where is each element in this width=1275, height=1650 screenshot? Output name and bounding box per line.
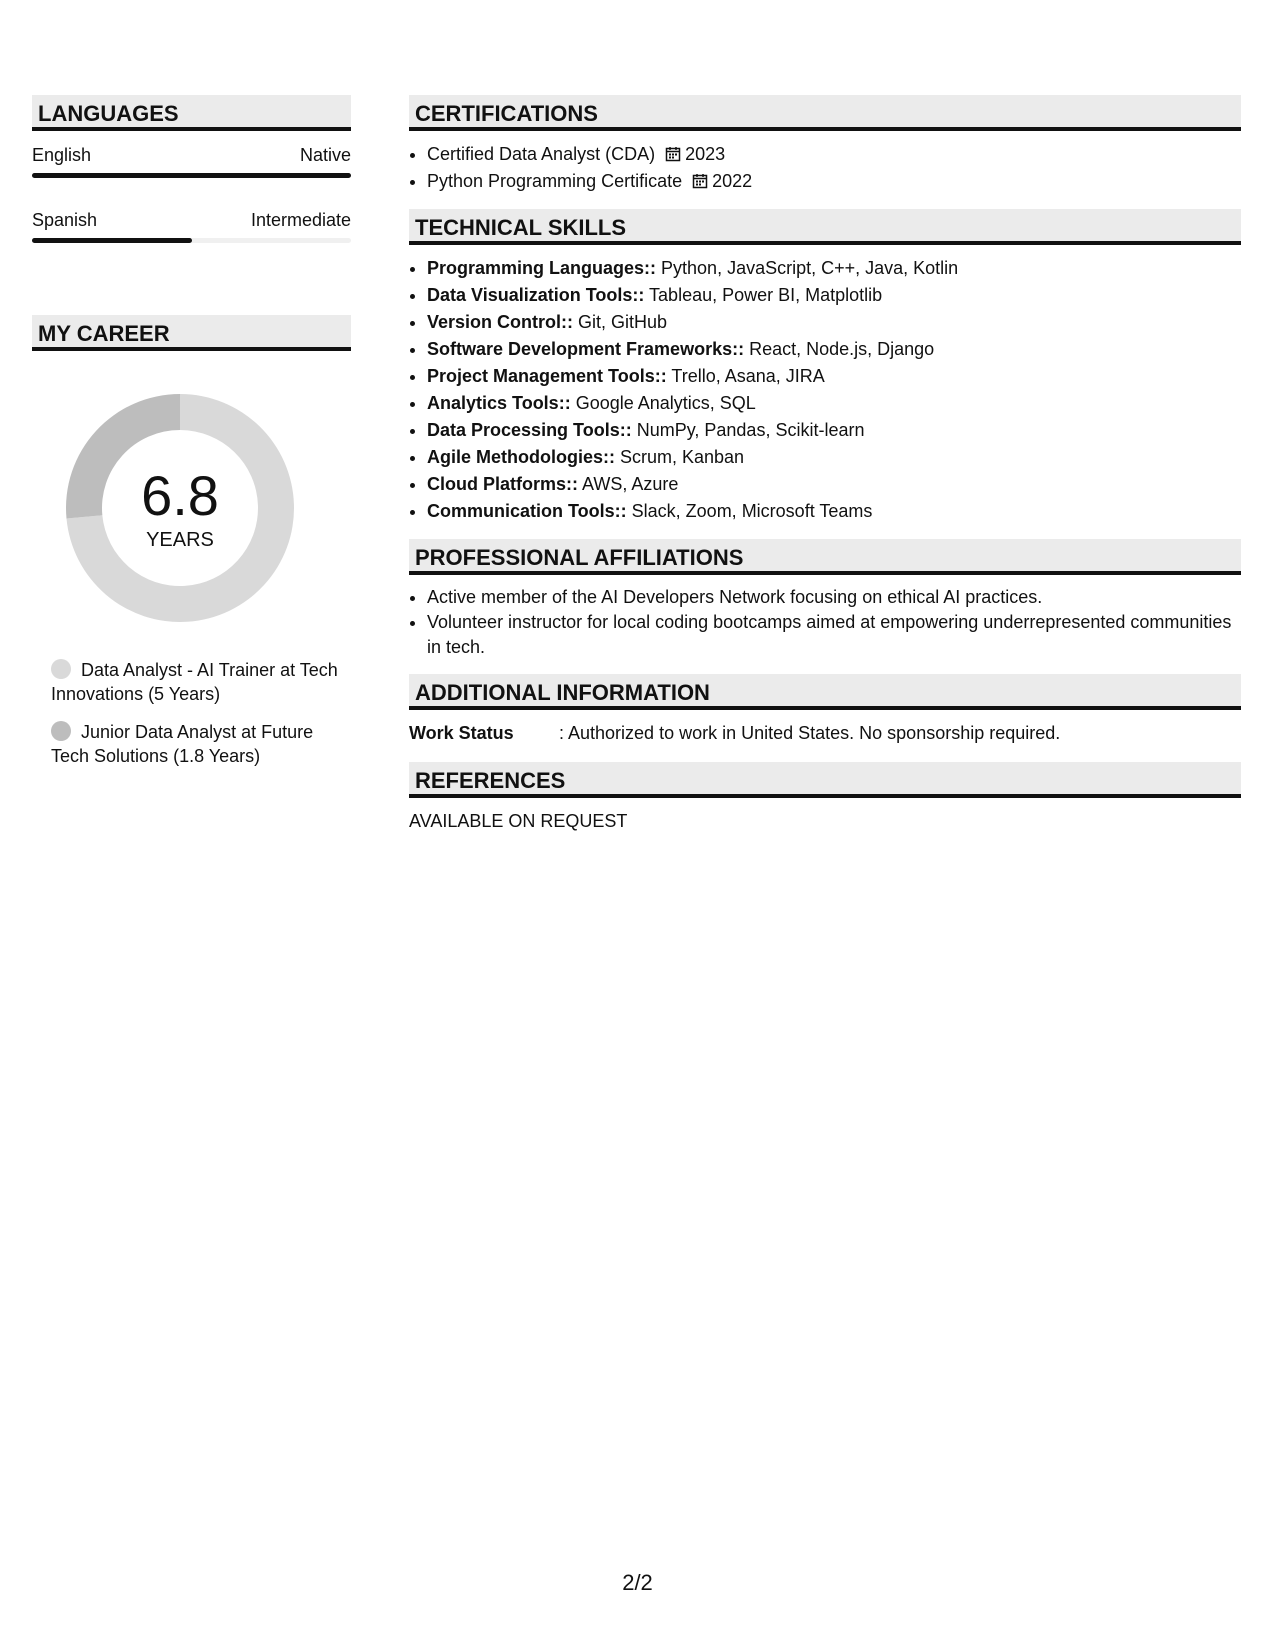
legend-label: Junior Data Analyst at Future Tech Solutions (1.8 Years) — [51, 722, 314, 766]
languages-heading: LANGUAGES — [32, 95, 351, 131]
skill-label: Analytics Tools:: — [427, 393, 571, 413]
list-item — [427, 498, 1241, 525]
certifications-list — [409, 141, 1241, 195]
list-item — [427, 390, 1241, 417]
legend-item — [51, 658, 351, 706]
affiliations-heading: PROFESSIONAL AFFILIATIONS — [409, 539, 1241, 575]
skill-value: React, Node.js, Django — [744, 339, 935, 359]
career-heading: MY CAREER — [32, 315, 351, 351]
work-status-label: Work Status — [409, 723, 514, 743]
language-name: Spanish — [32, 210, 98, 230]
list-item — [427, 417, 1241, 444]
skill-value: Slack, Zoom, Microsoft Teams — [626, 501, 873, 521]
skill-label: Cloud Platforms:: — [427, 474, 578, 494]
skill-value: Tableau, Power BI, Matplotlib — [644, 285, 883, 305]
calendar-icon — [665, 146, 681, 162]
skill-label: Data Processing Tools:: — [427, 420, 632, 440]
list-item — [427, 471, 1241, 498]
technical-skills-heading: TECHNICAL SKILLS — [409, 209, 1241, 245]
skill-label: Software Development Frameworks:: — [427, 339, 745, 359]
skill-label: Agile Methodologies:: — [427, 447, 615, 467]
certification-name: Python Programming Certificate — [427, 171, 683, 191]
skill-label: Version Control:: — [427, 312, 574, 332]
work-status-value: : Authorized to work in United States. No sponsorship required. — [559, 723, 1061, 743]
language-bar-fill — [32, 238, 192, 243]
calendar-icon — [692, 173, 708, 189]
skill-value: Trello, Asana, JIRA — [666, 366, 825, 386]
legend-item — [51, 720, 351, 768]
list-item — [427, 141, 1241, 168]
certification-name: Certified Data Analyst (CDA) — [427, 144, 656, 164]
references-heading: REFERENCES — [409, 762, 1241, 798]
legend-swatch — [51, 721, 71, 741]
skill-value: Scrum, Kanban — [615, 447, 745, 467]
skill-value: AWS, Azure — [578, 474, 679, 494]
language-level: Intermediate — [250, 210, 351, 230]
skills-list — [409, 255, 1241, 525]
language-spanish — [32, 208, 351, 243]
legend-swatch — [51, 659, 71, 679]
legend-label: Data Analyst - AI Trainer at Tech Innovations (5 Years) — [51, 660, 338, 704]
list-item — [427, 363, 1241, 390]
language-bar-fill — [32, 173, 351, 178]
language-bar — [32, 173, 351, 178]
additional-info-heading: ADDITIONAL INFORMATION — [409, 674, 1241, 710]
career-total-years: 6.8 — [141, 464, 219, 527]
list-item — [427, 309, 1241, 336]
list-item — [427, 444, 1241, 471]
career-legend — [51, 658, 351, 768]
left-column — [32, 95, 351, 782]
certifications-heading: CERTIFICATIONS — [409, 95, 1241, 131]
skill-value: NumPy, Pandas, Scikit-learn — [631, 420, 865, 440]
skill-label: Data Visualization Tools:: — [427, 285, 645, 305]
affiliations-list — [409, 585, 1241, 660]
skill-value: Git, GitHub — [573, 312, 668, 332]
list-item — [427, 168, 1241, 195]
certification-year: 2023 — [685, 144, 726, 164]
skill-label: Programming Languages:: — [427, 258, 657, 278]
language-english — [32, 143, 351, 178]
list-item — [427, 282, 1241, 309]
skill-label: Project Management Tools:: — [427, 366, 667, 386]
language-name: English — [32, 145, 92, 165]
references-text: AVAILABLE ON REQUEST — [409, 811, 628, 831]
language-level: Native — [299, 145, 351, 165]
language-bar — [32, 238, 351, 243]
list-item: • Active member of the AI Developers Network focusing on ethical AI practices. — [427, 585, 1241, 610]
career-donut-chart — [66, 394, 294, 622]
skill-value: Python, JavaScript, C++, Java, Kotlin — [656, 258, 959, 278]
skill-label: Communication Tools:: — [427, 501, 627, 521]
skill-value: Google Analytics, SQL — [570, 393, 756, 413]
list-item: • Volunteer instructor for local coding bootcamps aimed at empowering underrepresented communities in tech. — [427, 610, 1241, 660]
right-column — [409, 95, 1241, 834]
career-years-unit: YEARS — [146, 529, 214, 551]
work-status-row — [409, 720, 1241, 746]
list-item — [427, 255, 1241, 282]
list-item — [427, 336, 1241, 363]
certification-year: 2022 — [712, 171, 753, 191]
page-number: 2/2 — [622, 1570, 653, 1595]
